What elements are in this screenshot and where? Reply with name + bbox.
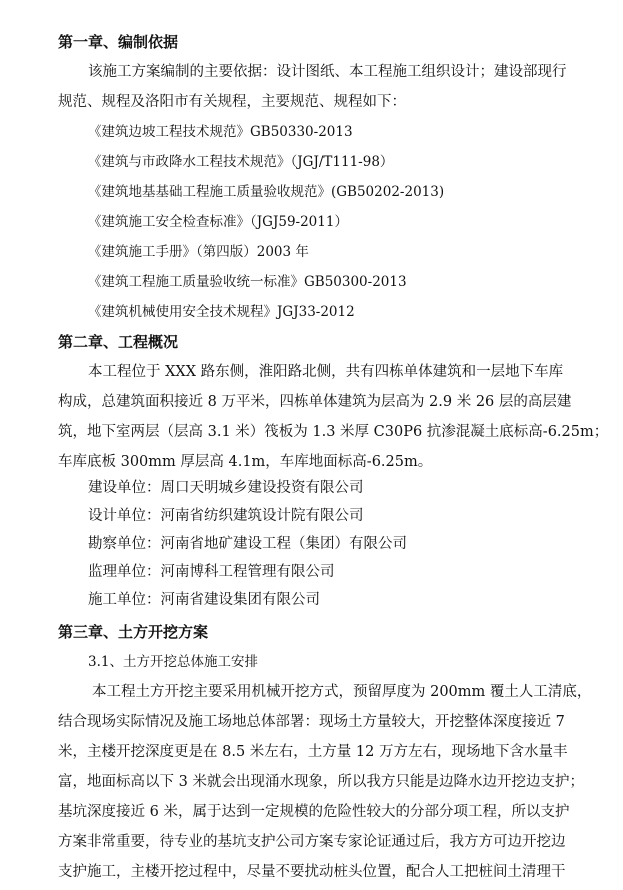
chapter-2-paragraph-line: 筑，地下室两层（层高 3.1 米）筏板为 1.3 米厚 C30P6 抗渗混凝土底标高-6.25m； xyxy=(58,424,609,440)
unit-info-line: 施工单位：河南省建设集团有限公司 xyxy=(88,592,320,608)
reference-item: 《建筑施工安全检查标准》（JGJ59-2011） xyxy=(88,214,348,230)
unit-info-line: 监理单位：河南博科工程管理有限公司 xyxy=(88,564,335,580)
chapter-3-paragraph-line: 本工程土方开挖主要采用机械开挖方式，预留厚度为 200mm 覆土人工清底， xyxy=(92,684,592,700)
chapter-1-heading: 第一章、编制依据 xyxy=(58,33,179,51)
unit-info-line: 设计单位：河南省纺织建筑设计院有限公司 xyxy=(88,508,364,524)
chapter-3-paragraph-line: 支护施工，主楼开挖过程中，尽量不要扰动桩头位置，配合人工把桩间土清理干 xyxy=(58,864,566,880)
reference-item: 《建筑边坡工程技术规范》GB50330-2013 xyxy=(88,124,353,140)
chapter-2-heading: 第二章、工程概况 xyxy=(58,333,179,351)
chapter-3-paragraph-line: 基坑深度接近 6 米，属于达到一定规模的危险性较大的分部分项工程，所以支护 xyxy=(58,804,570,820)
reference-item: 《建筑工程施工质量验收统一标准》GB50300-2013 xyxy=(88,274,407,290)
chapter-2-paragraph-line: 车库底板 300mm 厚层高 4.1m，车库地面标高-6.25m。 xyxy=(58,454,433,470)
chapter-3-paragraph-line: 富，地面标高以下 3 米就会出现涌水现象，所以我方只能是边降水边开挖边支护； xyxy=(58,774,584,790)
chapter-3-paragraph-line: 方案非常重要，待专业的基坑支护公司方案专家论证通过后，我方方可边开挖边 xyxy=(58,834,566,850)
chapter-3-paragraph-line: 结合现场实际情况及施工场地总体部署：现场土方量较大，开挖整体深度接近 7 xyxy=(58,714,565,730)
chapter-1-paragraph-line: 该施工方案编制的主要依据：设计图纸、本工程施工组织设计；建设部现行 xyxy=(88,64,567,80)
reference-item: 《建筑施工手册》（第四版）2003 年 xyxy=(88,244,309,260)
reference-item: 《建筑与市政降水工程技术规范》（JGJ/T111-98） xyxy=(88,154,394,170)
reference-item: 《建筑地基基础工程施工质量验收规范》(GB50202-2013) xyxy=(88,184,445,200)
unit-info-line: 勘察单位：河南省地矿建设工程（集团）有限公司 xyxy=(88,536,407,552)
chapter-3-heading: 第三章、土方开挖方案 xyxy=(58,623,209,641)
chapter-3-paragraph-line: 米，主楼开挖深度更是在 8.5 米左右，土方量 12 万方左右，现场地下含水量丰 xyxy=(58,744,568,760)
section-3-1-subheading: 3.1、土方开挖总体施工安排 xyxy=(88,654,258,670)
chapter-2-paragraph-line: 本工程位于 XXX 路东侧，淮阳路北侧，共有四栋单体建筑和一层地下车库 xyxy=(88,364,564,380)
chapter-2-paragraph-line: 构成，总建筑面积接近 8 万平米，四栋单体建筑为层高为 2.9 米 26 层的高层建 xyxy=(58,394,572,410)
chapter-1-paragraph-line: 规范、规程及洛阳市有关规程，主要规范、规程如下： xyxy=(58,94,406,110)
unit-info-line: 建设单位：周口天明城乡建设投资有限公司 xyxy=(88,480,364,496)
reference-item: 《建筑机械使用安全技术规程》JGJ33-2012 xyxy=(88,304,355,320)
